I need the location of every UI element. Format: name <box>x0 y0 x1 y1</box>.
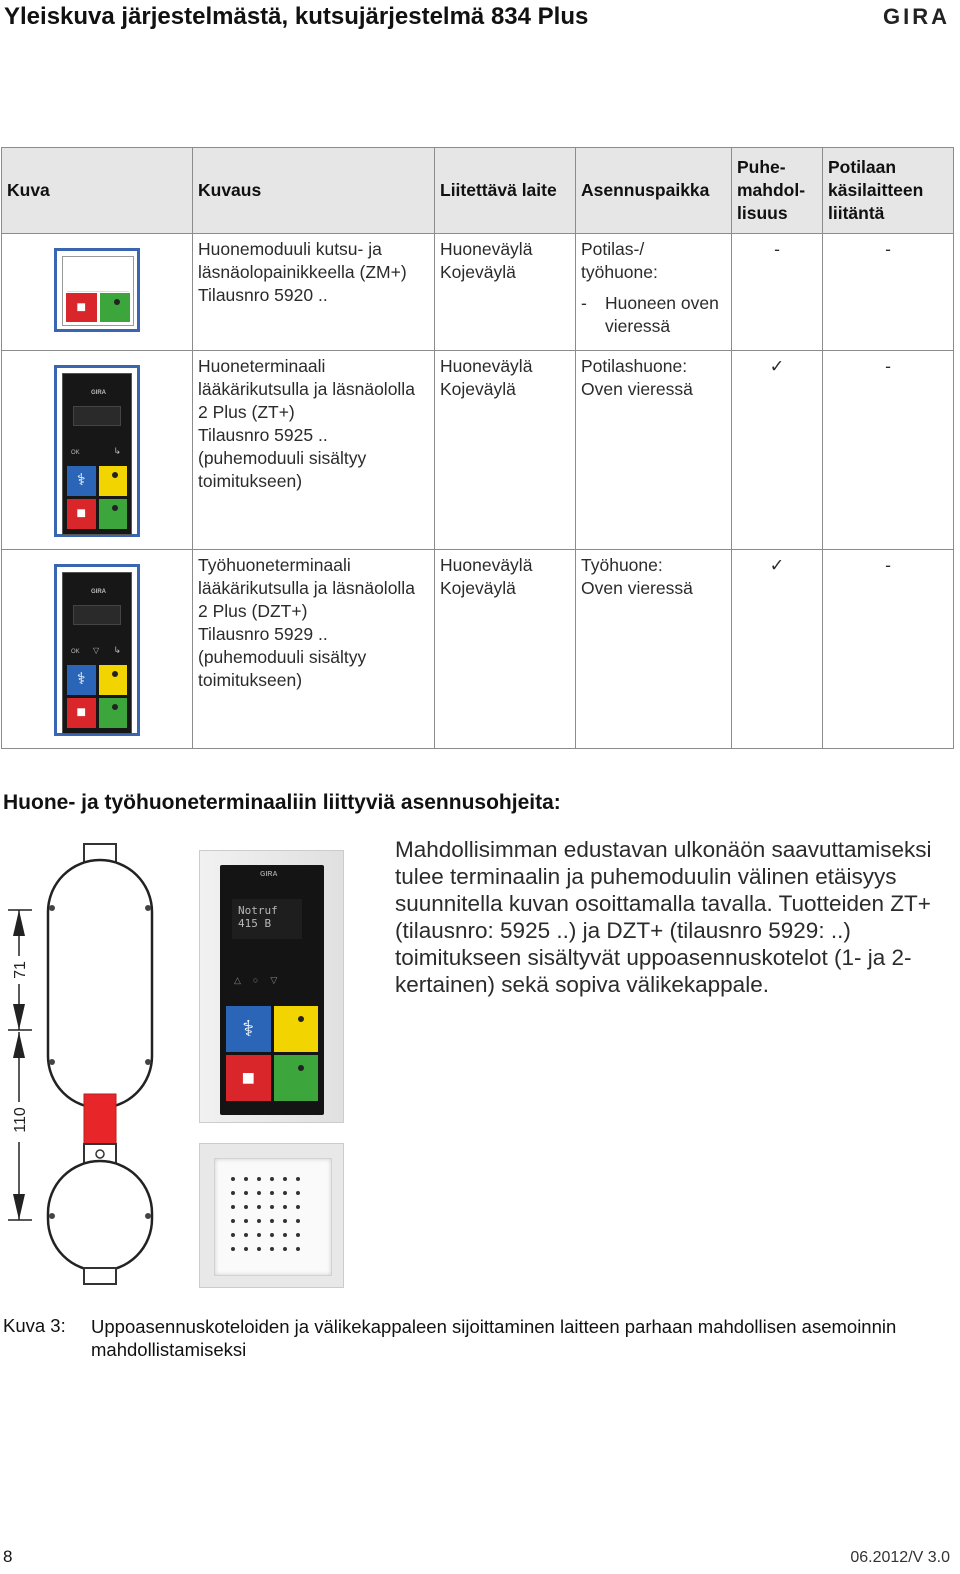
person-icon: ■ <box>76 505 87 522</box>
description-cell: Huoneterminaali lääkärikutsulla ja läsnäololla 2 Plus (ZT+) Tilausnro 5925 .. (puhemoduuli sisältyy toimitukseen) <box>193 351 435 550</box>
speaker-grille <box>231 1177 309 1261</box>
location-cell: Työhuone: Oven vieressä <box>576 550 732 749</box>
speech-check: ✓ <box>732 351 823 550</box>
speech-cell: - <box>732 234 823 351</box>
device-image-cell <box>2 550 193 749</box>
column-header-location: Asennuspaikka <box>576 148 732 234</box>
page-number: 8 <box>3 1547 13 1566</box>
table-row <box>2 351 954 550</box>
device-cell: Huoneväylä Kojeväylä <box>435 234 576 351</box>
device-image-cell <box>2 234 193 351</box>
figure-caption-label: Kuva 3: <box>3 1315 66 1336</box>
document-version: 06.2012/V 3.0 <box>850 1549 950 1566</box>
handset-cell: - <box>823 234 954 351</box>
person-icon: ■ <box>76 299 87 316</box>
table-header-row <box>2 148 954 234</box>
room-module-image <box>54 248 140 332</box>
speaker-icon: ↳ <box>113 446 121 456</box>
caduceus-icon: ⚕ <box>242 1016 255 1041</box>
table-row <box>2 234 954 351</box>
figure-caption-text: Uppoasennuskoteloiden ja välikekappaleen sijoittaminen laitteen parhaan mahdollisen asemoinnin mahdollistamiseksi <box>91 1316 897 1360</box>
terminal-photo <box>199 850 344 1123</box>
description-cell: Työhuoneterminaali lääkärikutsulla ja läsnäololla 2 Plus (DZT+) Tilausnro 5929 .. (puhemoduuli sisältyy toimitukseen) <box>193 550 435 749</box>
installation-instructions: Mahdollisimman edustavan ulkonäön saavuttamiseksi tulee terminaalin ja puhemoduulin välinen etäisyys suunnitella kuvan osoittamalla tavalla. Tuotteiden ZT+ (tilausnro: 5925 ..) ja DZT+ (tilausnro 5929: ..) toimitukseen sisältyvät uppoasennuskotelot (1- ja 2-kertainen) sekä sopiva välikekappale. <box>395 837 932 997</box>
column-header-device: Liitettävä laite <box>435 148 576 234</box>
description-cell: Huonemoduuli kutsu- ja läsnäolopainikkeella (ZM+) Tilausnro 5920 .. <box>193 234 435 351</box>
page-title: Yleiskuva järjestelmästä, kutsujärjestelmä 834 Plus <box>4 3 589 30</box>
location-cell: Potilashuone: Oven vieressä <box>576 351 732 550</box>
speaker-icon: ↳ <box>113 645 121 655</box>
nav-icons: △○▽ <box>234 975 290 985</box>
column-header-handset: Potilaan käsilaitteen liitäntä <box>823 148 954 234</box>
column-header-image: Kuva <box>2 148 193 234</box>
handset-cell: - <box>823 550 954 749</box>
caduceus-icon: ⚕ <box>76 671 86 688</box>
dimension-label-71: 71 <box>12 961 29 979</box>
table-row <box>2 550 954 749</box>
gira-logo: GIRA <box>883 4 950 29</box>
room-terminal-image: GIRA OK ↳ ⚕ ■ <box>54 365 140 537</box>
device-cell: Huoneväylä Kojeväylä <box>435 351 576 550</box>
terminal-display: Notruf 415 B <box>232 899 302 939</box>
mounting-box-drawing <box>0 836 170 1290</box>
lower-mounting-box <box>48 1161 152 1271</box>
handset-cell: - <box>823 351 954 550</box>
column-header-description: Kuvaus <box>193 148 435 234</box>
location-cell: Potilas-/ työhuone: - Huoneen oven vieressä <box>576 234 732 351</box>
office-terminal-image: GIRA OK ▽ ↳ ⚕ ■ <box>54 564 140 736</box>
device-image-cell <box>2 351 193 550</box>
upper-mounting-box <box>48 860 152 1108</box>
location-subitem: - Huoneen oven vieressä <box>581 293 719 336</box>
spacer-piece <box>84 1094 116 1146</box>
person-icon: ■ <box>241 1065 255 1090</box>
person-icon: ■ <box>76 704 87 721</box>
caduceus-icon: ⚕ <box>76 472 86 489</box>
column-header-speech: Puhe-mahdol-lisuus <box>732 148 823 234</box>
terminal-brand: GIRA <box>260 871 278 878</box>
device-cell: Huoneväylä Kojeväylä <box>435 550 576 749</box>
dimension-label-110: 110 <box>12 1107 29 1133</box>
section-heading: Huone- ja työhuoneterminaaliin liittyviä asennusohjeita: <box>3 791 561 814</box>
speech-check: ✓ <box>732 550 823 749</box>
speech-module-photo <box>199 1143 344 1288</box>
system-overview-table <box>1 147 954 749</box>
down-arrow-icon: ▽ <box>93 646 100 655</box>
